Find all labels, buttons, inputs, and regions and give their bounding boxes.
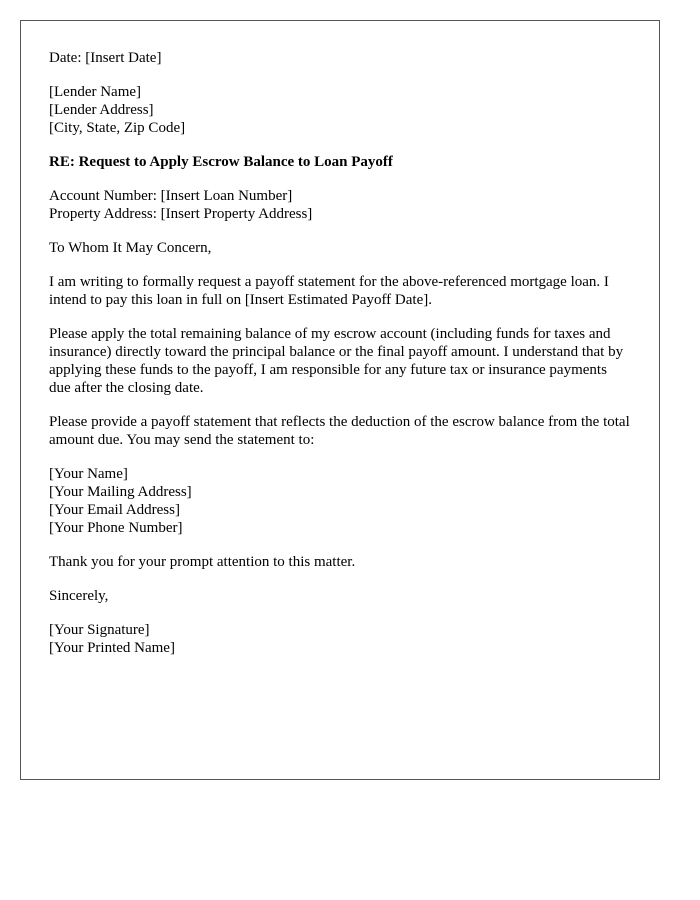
sender-contact (49, 465, 631, 537)
letter-page (20, 20, 660, 780)
date-text: Date: [Insert Date] (49, 50, 162, 66)
account-number: Account Number: [Insert Loan Number] (49, 188, 293, 204)
body-paragraph-1: I am writing to formally request a payoff statement for the above-referenced mortgage loan. I intend to pay this loan in full on [Insert Estimated Payoff Date]. (49, 274, 609, 308)
body-paragraph-3: Please provide a payoff statement that reflects the deduction of the escrow balance from the total amount due. You may send the statement to: (49, 414, 630, 448)
salutation (49, 239, 631, 257)
recipient-address (49, 83, 631, 137)
body-paragraph-2: Please apply the total remaining balance of my escrow account (including funds for taxes and insurance) directly toward the principal balance or the final payoff amount. I understand that by applying these funds to the payoff, I am responsible for any future tax or insurance payments due after the closing date. (49, 326, 624, 396)
printed-name-line: [Your Printed Name] (49, 640, 175, 656)
signature-line: [Your Signature] (49, 622, 150, 638)
reference-details (49, 187, 631, 223)
closing-remark-text: Thank you for your prompt attention to this matter. (49, 554, 356, 570)
signature-block (49, 621, 631, 657)
subject-line (49, 153, 631, 171)
valediction-text: Sincerely, (49, 588, 109, 604)
lender-city-state-zip: [City, State, Zip Code] (49, 120, 186, 136)
lender-address: [Lender Address] (49, 102, 154, 118)
subject-text: RE: Request to Apply Escrow Balance to Loan Payoff (49, 154, 393, 170)
salutation-text: To Whom It May Concern, (49, 240, 212, 256)
sender-phone: [Your Phone Number] (49, 520, 183, 536)
date-line (49, 49, 631, 67)
valediction (49, 587, 631, 605)
sender-email: [Your Email Address] (49, 502, 180, 518)
lender-name: [Lender Name] (49, 84, 142, 100)
sender-name: [Your Name] (49, 466, 128, 482)
closing-remark (49, 553, 631, 571)
sender-mailing-address: [Your Mailing Address] (49, 484, 192, 500)
property-address: Property Address: [Insert Property Address] (49, 206, 313, 222)
